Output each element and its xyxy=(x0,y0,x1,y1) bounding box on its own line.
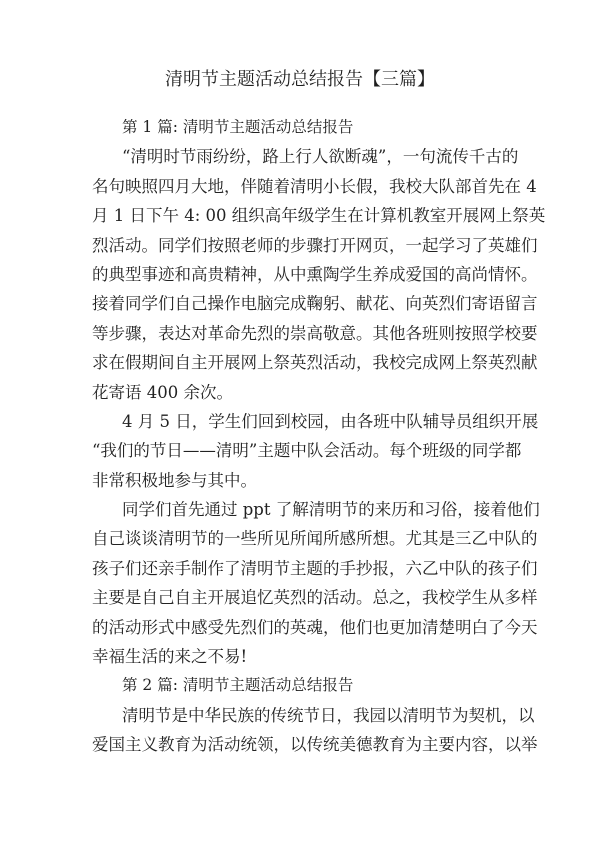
document-title: 清明节主题活动总结报告【三篇】 xyxy=(165,69,435,90)
section-heading: 第 2 篇: 清明节主题活动总结报告 xyxy=(122,676,354,695)
paragraph-line: 自己谈谈清明节的一些所见所闻所感所想。尤其是三乙中队的 xyxy=(92,529,538,549)
paragraph-line: 主要是自己自主开展追忆英烈的活动。总之，我校学生从多样 xyxy=(92,588,538,608)
paragraph-line: 幸福生活的来之不易! xyxy=(92,647,248,667)
paragraph-line: 烈活动。同学们按照老师的步骤打开网页，一起学习了英雄们 xyxy=(92,235,538,255)
section-heading: 第 1 篇: 清明节主题活动总结报告 xyxy=(122,118,354,136)
document-body xyxy=(92,113,546,760)
paragraph-line: 清明节是中华民族的传统节日，我园以清明节为契机，以 xyxy=(122,705,535,725)
paragraph-line: 同学们首先通过 ppt 了解清明节的来历和习俗，接着他们 xyxy=(122,500,540,520)
paragraph-line: 等步骤，表达对革命先烈的崇高敬意。其他各班则按照学校要 xyxy=(92,323,538,343)
paragraph-line: 月 1 日下午 4: 00 组织高年级学生在计算机教室开展网上祭英 xyxy=(92,206,546,226)
paragraph-line: 爱国主义教育为活动统领，以传统美德教育为主要内容，以举 xyxy=(92,735,538,755)
paragraph-line: 接着同学们自己操作电脑完成鞠躬、献花、向英烈们寄语留言 xyxy=(92,294,538,314)
paragraph-line: 孩子们还亲手制作了清明节主题的手抄报，六乙中队的孩子们 xyxy=(92,558,538,578)
paragraph-line: 4 月 5 日，学生们回到校园，由各班中队辅导员组织开展 xyxy=(122,411,539,431)
paragraph-line: 的典型事迹和高贵精神，从中熏陶学生养成爱国的高尚情怀。 xyxy=(92,264,538,284)
paragraph-line: 非常积极地参与其中。 xyxy=(92,470,257,490)
paragraph-line: 花寄语 400 余次。 xyxy=(92,382,233,402)
paragraph-line: 的活动形式中感受先烈们的英魂，他们也更加清楚明白了今天 xyxy=(92,617,538,637)
paragraph-line: “我们的节日——清明”主题中队会活动。每个班级的同学都 xyxy=(92,441,522,461)
paragraph-line: “清明时节雨纷纷，路上行人欲断魂”，一句流传千古的 xyxy=(122,147,519,167)
paragraph-line: 求在假期间自主开展网上祭英烈活动，我校完成网上祭英烈献 xyxy=(92,353,538,373)
paragraph-line: 名句映照四月大地，伴随着清明小长假，我校大队部首先在 4 xyxy=(92,176,537,196)
